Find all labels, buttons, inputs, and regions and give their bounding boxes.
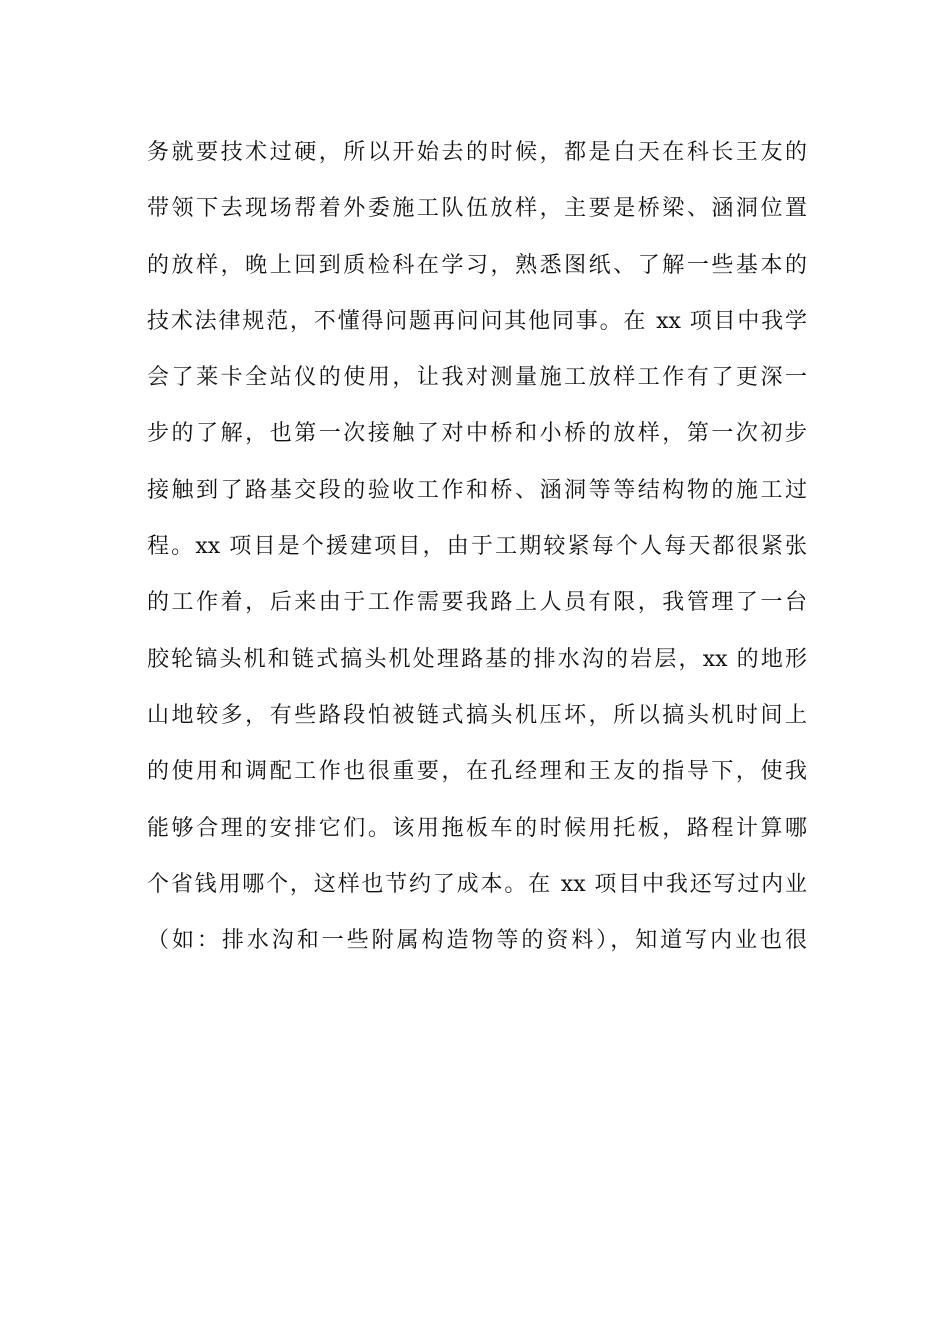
text-line: 胶轮镐头机和链式搞头机处理路基的排水沟的岩层，xx 的地形 [147,646,807,672]
text-line: 程。xx 项目是个援建项目，由于工期较紧每个人每天都很紧张 [147,534,807,560]
text-line: 的使用和调配工作也很重要，在孔经理和王友的指导下，使我 [147,759,807,785]
text-line: 务就要技术过硬，所以开始去的时候，都是白天在科长王友的 [147,140,807,165]
text-line: 能够合理的安排它们。该用拖板车的时候用托板，路程计算哪 [147,815,807,841]
text-line: 步的了解，也第一次接触了对中桥和小桥的放样，第一次初步 [147,421,807,447]
text-line: 会了莱卡全站仪的使用，让我对测量施工放样工作有了更深一 [147,365,807,391]
text-line: 山地较多，有些路段怕被链式搞头机压坏，所以搞头机时间上 [147,702,807,728]
text-line: 个省钱用哪个，这样也节约了成本。在 xx 项目中我还写过内业 [147,871,807,897]
text-line: （如：排水沟和一些附属构造物等的资料），知道写内业也很 [147,928,807,954]
text-line: 的工作着，后来由于工作需要我路上人员有限，我管理了一台 [147,590,807,616]
body-text [147,131,807,975]
text-line: 接触到了路基交段的验收工作和桥、涵洞等等结构物的施工过 [147,477,807,503]
text-line: 技术法律规范，不懂得问题再问问其他同事。在 xx 项目中我学 [147,308,807,334]
text-line: 带领下去现场帮着外委施工队伍放样，主要是桥梁、涵洞位置 [147,196,807,222]
text-line: 的放样，晚上回到质检科在学习，熟悉图纸、了解一些基本的 [147,252,807,278]
